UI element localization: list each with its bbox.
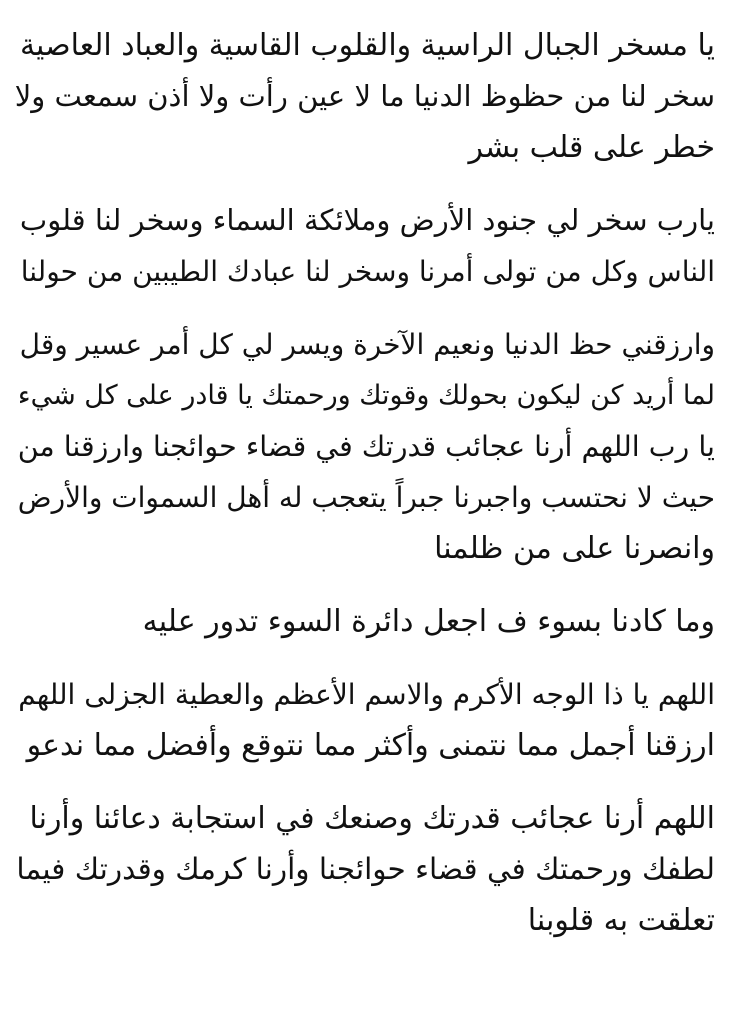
text-line: سخر لنا من حظوظ الدنيا ما لا عين رأت ولا أذن سمعت ولا bbox=[14, 79, 715, 113]
text-line: ارزقنا أجمل مما نتمنى وأكثر مما نتوقع وأفضل مما ندعو bbox=[26, 728, 715, 763]
paragraph bbox=[10, 20, 715, 173]
text-line: حيث لا نحتسب واجبرنا جبراً يتعجب له أهل السموات والأرض bbox=[17, 481, 715, 514]
text-line: لطفك ورحمتك في قضاء حوائجنا وأرنا كرمك وقدرتك فيما bbox=[16, 852, 715, 886]
text-line: وما كادنا بسوء ف اجعل دائرة السوء تدور عليه bbox=[142, 604, 715, 639]
paragraph bbox=[10, 319, 715, 574]
text-line: وانصرنا على من ظلمنا bbox=[434, 531, 715, 566]
text-line: يا مسخر الجبال الراسية والقلوب القاسية والعباد العاصية bbox=[19, 28, 715, 63]
paragraph bbox=[10, 596, 715, 647]
text-line: يارب سخر لي جنود الأرض وملائكة السماء وسخر لنا قلوب bbox=[19, 203, 715, 237]
text-line: لما أريد كن ليكون بحولك وقوتك ورحمتك يا قادر على كل شيء bbox=[17, 380, 715, 411]
text-line: اللهم أرنا عجائب قدرتك وصنعك في استجابة دعائنا وأرنا bbox=[29, 801, 715, 836]
paragraph bbox=[10, 195, 715, 297]
paragraph bbox=[10, 793, 715, 946]
text-line: خطر على قلب بشر bbox=[468, 130, 715, 165]
paragraph bbox=[10, 669, 715, 771]
text-line: تعلقت به قلوبنا bbox=[527, 903, 715, 938]
text-line: يا رب اللهم أرنا عجائب قدرتك في قضاء حوائجنا وارزقنا من bbox=[17, 430, 715, 463]
text-line: وارزقني حظ الدنيا ونعيم الآخرة ويسر لي كل أمر عسير وقل bbox=[19, 328, 715, 361]
text-line: اللهم يا ذا الوجه الأكرم والاسم الأعظم والعطية الجزلى اللهم bbox=[18, 678, 715, 711]
text-line: الناس وكل من تولى أمرنا وسخر لنا عبادك الطيبين من حولنا bbox=[20, 255, 715, 288]
